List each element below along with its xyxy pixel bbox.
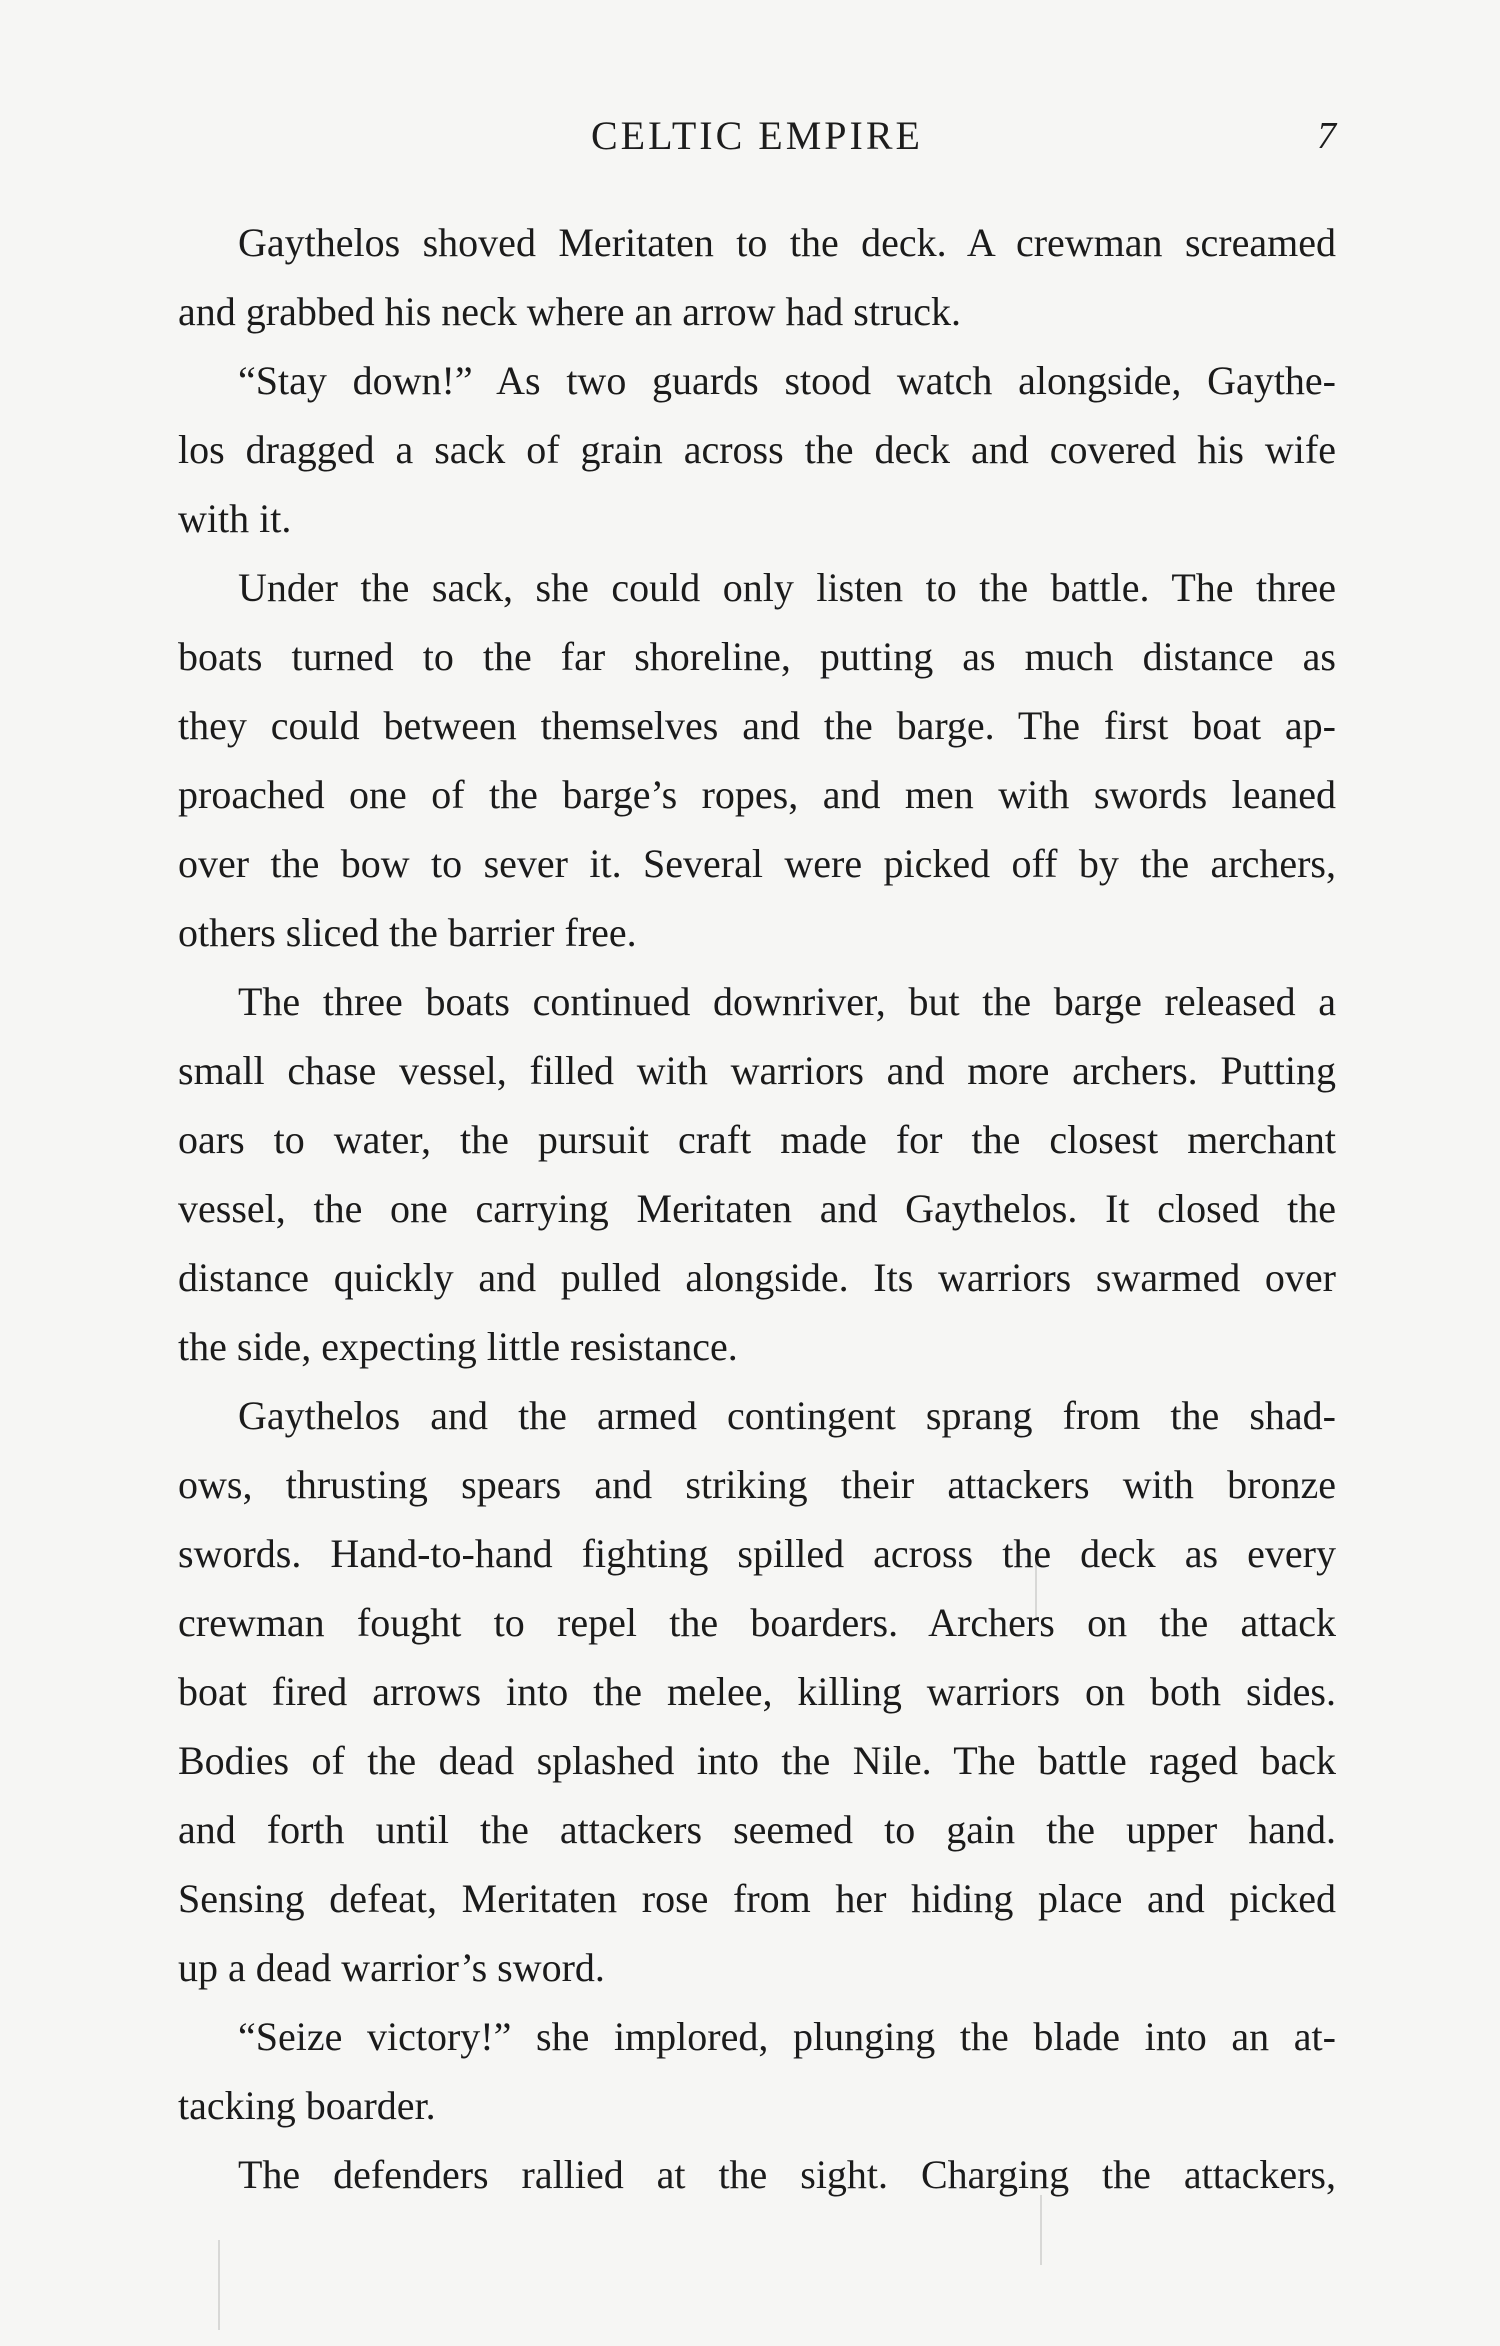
text-line: with it. <box>178 496 292 541</box>
text-line: “Seize victory!” she implored, plunging the blade into an at- <box>238 2014 1336 2059</box>
text-line: others sliced the barrier free. <box>178 910 637 955</box>
text-line: the side, expecting little resistance. <box>178 1324 738 1369</box>
paragraph <box>178 967 1336 1381</box>
scan-artifact <box>1040 2195 1042 2265</box>
scan-artifact <box>218 2240 220 2330</box>
text-line: Gaythelos and the armed contingent sprang from the shad- <box>238 1393 1336 1438</box>
text-line: swords. Hand-to-hand fighting spilled across the deck as every <box>178 1531 1336 1576</box>
paragraph <box>178 2140 1336 2209</box>
text-line: Under the sack, she could only listen to the battle. The three <box>238 565 1336 610</box>
text-line: and forth until the attackers seemed to gain the upper hand. <box>178 1807 1336 1852</box>
text-line: ows, thrusting spears and striking their attackers with bronze <box>178 1462 1336 1507</box>
text-line: Bodies of the dead splashed into the Nile. The battle raged back <box>178 1738 1336 1783</box>
text-line: Gaythelos shoved Meritaten to the deck. A crewman screamed <box>238 220 1336 265</box>
text-line: los dragged a sack of grain across the deck and covered his wife <box>178 427 1336 472</box>
text-line: oars to water, the pursuit craft made for the closest merchant <box>178 1117 1336 1162</box>
paragraph <box>178 208 1336 346</box>
text-line: and grabbed his neck where an arrow had struck. <box>178 289 962 334</box>
body-text <box>178 208 1336 2209</box>
text-line: up a dead warrior’s sword. <box>178 1945 605 1990</box>
text-line: proached one of the barge’s ropes, and men with swords leaned <box>178 772 1336 817</box>
text-line: small chase vessel, filled with warriors and more archers. Putting <box>178 1048 1336 1093</box>
text-line: boats turned to the far shoreline, putting as much distance as <box>178 634 1336 679</box>
running-head <box>178 112 1336 172</box>
text-line: distance quickly and pulled alongside. Its warriors swarmed over <box>178 1255 1336 1300</box>
paragraph <box>178 1381 1336 2002</box>
text-line: The defenders rallied at the sight. Charging the attackers, <box>238 2152 1336 2197</box>
text-line: crewman fought to repel the boarders. Archers on the attack <box>178 1600 1336 1645</box>
scan-artifact <box>1035 1560 1037 1620</box>
text-line: vessel, the one carrying Meritaten and Gaythelos. It closed the <box>178 1186 1336 1231</box>
running-title: CELTIC EMPIRE <box>591 113 923 158</box>
text-line: “Stay down!” As two guards stood watch alongside, Gaythe- <box>238 358 1336 403</box>
text-line: boat fired arrows into the melee, killing warriors on both sides. <box>178 1669 1336 1714</box>
text-line: Sensing defeat, Meritaten rose from her hiding place and picked <box>178 1876 1336 1921</box>
page-number: 7 <box>1317 115 1336 157</box>
text-line: The three boats continued downriver, but the barge released a <box>238 979 1336 1024</box>
paragraph <box>178 2002 1336 2140</box>
text-line: over the bow to sever it. Several were picked off by the archers, <box>178 841 1336 886</box>
paragraph <box>178 346 1336 553</box>
text-line: tacking boarder. <box>178 2083 436 2128</box>
text-line: they could between themselves and the barge. The first boat ap- <box>178 703 1336 748</box>
paragraph <box>178 553 1336 967</box>
